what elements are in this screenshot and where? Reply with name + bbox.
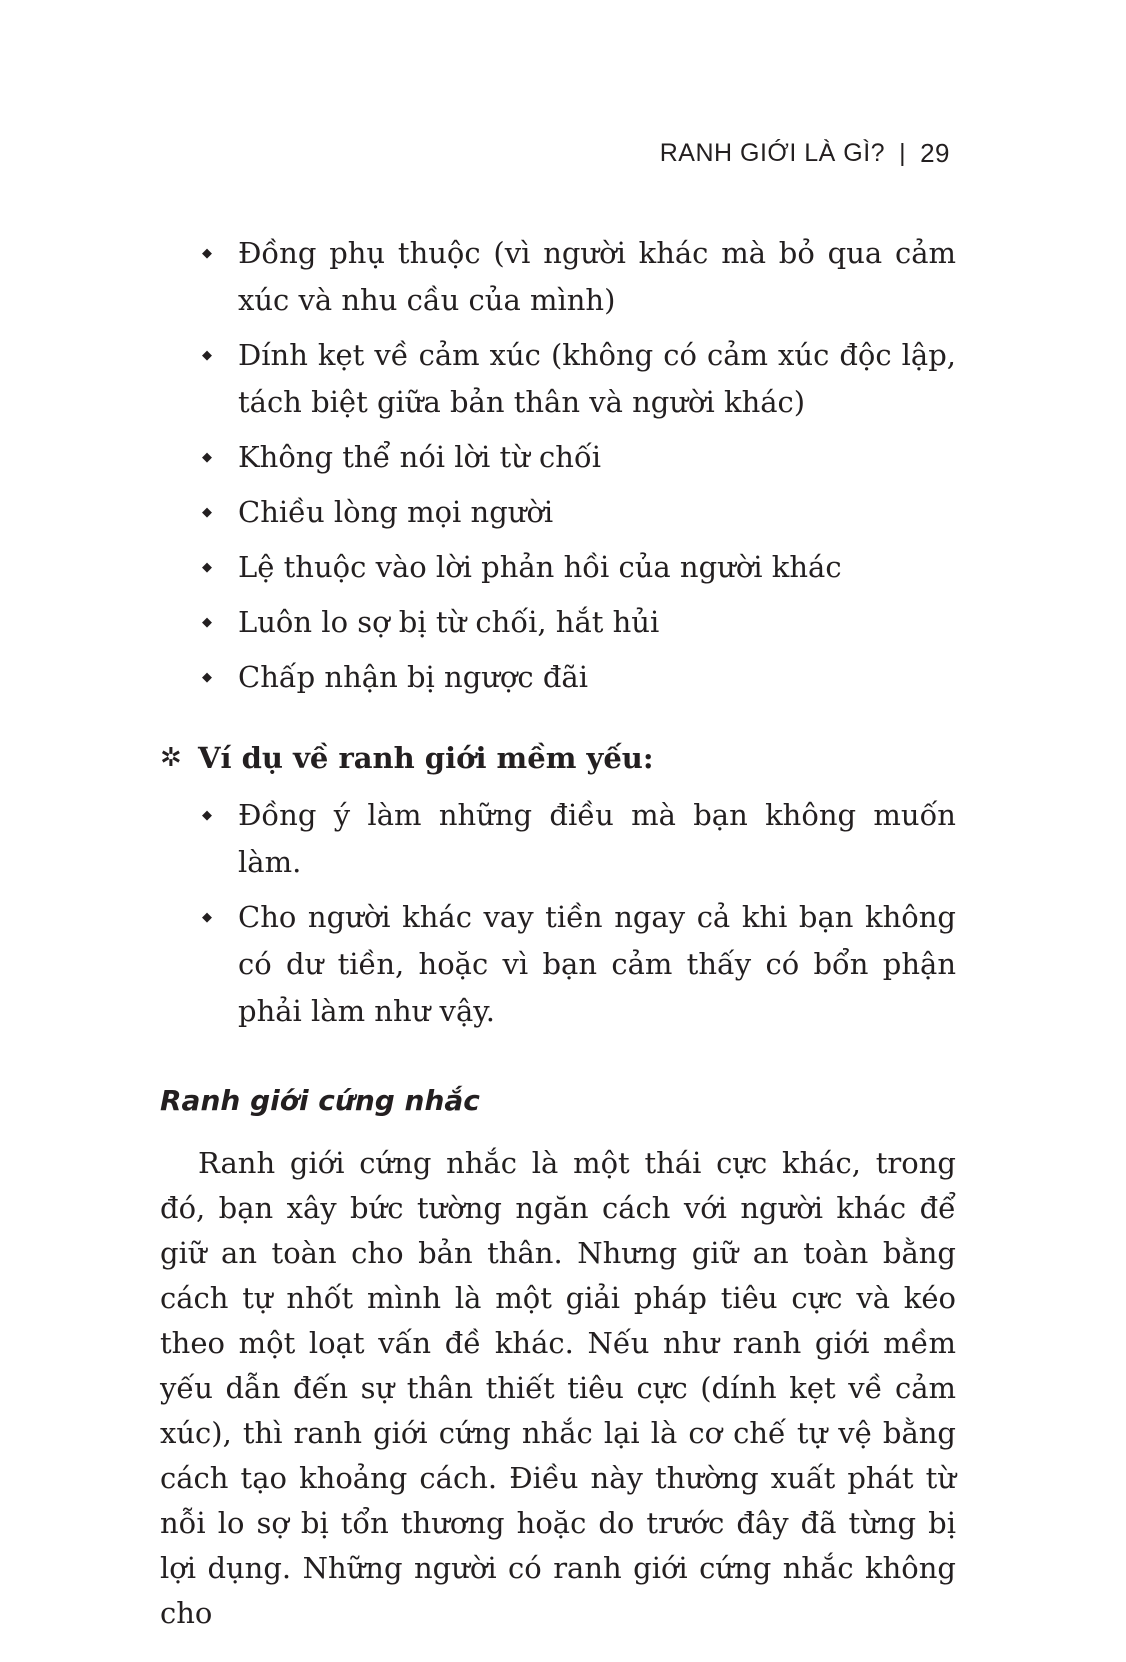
example-heading [160, 735, 956, 782]
example-list [160, 792, 956, 1035]
diamond-bullet-icon: ◆ [202, 246, 212, 261]
star-icon: ✲ [160, 743, 182, 773]
diamond-bullet-icon: ◆ [202, 615, 212, 630]
list-item: ◆ Cho người khác vay tiền ngay cả khi bạn không có dư tiền, hoặc vì bạn cảm thấy có bổn phận phải làm như vậy. [160, 894, 956, 1035]
diamond-bullet-icon: ◆ [202, 560, 212, 575]
list-item: ◆ Luôn lo sợ bị từ chối, hắt hủi [160, 599, 956, 646]
body-paragraph: Ranh giới cứng nhắc là một thái cực khác, trong đó, bạn xây bức tường ngăn cách với người khác để giữ an toàn cho bản thân. Nhưng giữ an toàn bằng cách tự nhốt mình là một giải pháp tiêu cực và kéo theo một loạt vấn đề khác. Nếu như ranh giới mềm yếu dẫn đến sự thân thiết tiêu cực (dính kẹt về cảm xúc), thì ranh giới cứng nhắc lại là cơ chế tự vệ bằng cách tạo khoảng cách. Điều này thường xuất phát từ nỗi lo sợ bị tổn thương hoặc do trước đây đã từng bị lợi dụng. Những người có ranh giới cứng nhắc không cho [160, 1146, 956, 1630]
list-item: ◆ Dính kẹt về cảm xúc (không có cảm xúc độc lập, tách biệt giữa bản thân và người khác) [160, 332, 956, 426]
diamond-bullet-icon: ◆ [202, 505, 212, 520]
running-header [660, 138, 950, 169]
diamond-bullet-icon: ◆ [202, 808, 212, 823]
list-item: ◆ Chấp nhận bị ngược đãi [160, 654, 956, 701]
diamond-bullet-icon: ◆ [202, 450, 212, 465]
list-item: ◆ Đồng phụ thuộc (vì người khác mà bỏ qua cảm xúc và nhu cầu của mình) [160, 230, 956, 324]
signs-list [160, 230, 956, 701]
list-item: ◆ Đồng ý làm những điều mà bạn không muốn làm. [160, 792, 956, 886]
page-number: 29 [920, 138, 950, 168]
list-item: ◆ Chiều lòng mọi người [160, 489, 956, 536]
page-content [160, 230, 956, 1636]
section-title: Ranh giới cứng nhắc [160, 1084, 480, 1117]
list-item: ◆ Không thể nói lời từ chối [160, 434, 956, 481]
diamond-bullet-icon: ◆ [202, 348, 212, 363]
example-heading-text: Ví dụ về ranh giới mềm yếu: [198, 741, 654, 775]
diamond-bullet-icon: ◆ [202, 910, 212, 925]
list-item: ◆ Lệ thuộc vào lời phản hồi của người khác [160, 544, 956, 591]
chapter-title: RANH GIỚI LÀ GÌ? [659, 139, 886, 167]
diamond-bullet-icon: ◆ [202, 670, 212, 685]
header-separator: | [899, 139, 907, 167]
